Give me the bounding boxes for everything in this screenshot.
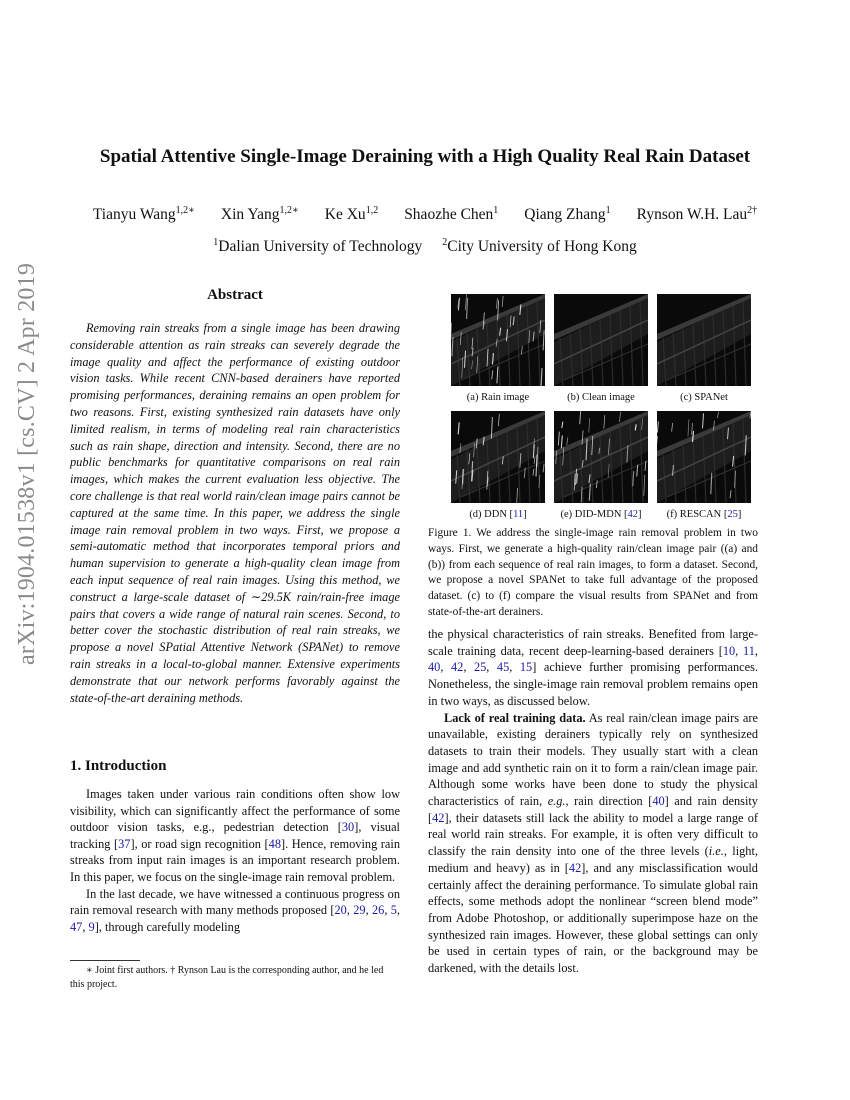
rescan-result-image (657, 411, 751, 503)
citation-link[interactable]: 11 (743, 643, 755, 658)
citation-link[interactable]: 42 (432, 810, 445, 825)
citation-link[interactable]: 25 (727, 509, 738, 520)
citation-link[interactable]: 47 (70, 919, 83, 934)
citation-link[interactable]: 40 (652, 794, 665, 809)
affiliation-list (40, 237, 810, 256)
figure-panel (657, 294, 751, 403)
paragraph: the physical characteristics of rain streaks. Benefited from large-scale training data, recent deep-learning-based derainers [10, 11, 40, 42, 25, 45, 15] achieve further promising performances. Nonetheless, the single-image rain removal problem remains open in two ways, as discussed below. (428, 627, 759, 708)
paragraph: Lack of real training data. As real rain/clean image pairs are unavailable, existing derainers typically rely on synthesized datasets to train their models. They usually start with a clean image and add synthetic rain on it to form a rain/clean image pair. Although some works have been done to study the physical characteristics of rain, e.g., rain direction [40] and rain density [42], their datasets still lack the ability to model a large range of real world rain streaks. For example, it is often very difficult to classify the rain density into one of the three levels (i.e., light, medium and heavy) as in [42], and any misclassification would certainly affect the deraining performance. To simulate global rain effects, some methods adopt the nonlinear “screen blend mode” from Adobe Photoshop, or additionally superimpose haze on the synthesized rain images. However, these global settings can only be used in certain types of rain, or the background may be darkened, with the details lost. (428, 710, 758, 976)
citation-link[interactable]: 26 (372, 903, 385, 918)
abstract-heading: Abstract (207, 287, 263, 303)
panel-caption: (f) RESCAN [25] (666, 509, 742, 520)
figure-panel (451, 294, 545, 403)
author-list (40, 205, 810, 224)
author: Shaozhe Chen$^1$ (404, 205, 499, 223)
intro-paragraph-2: In the last decade, we have witnessed a continuous progress on rain removal research with many methods proposed [20, 29, 26, 5, 47, 9], through carefully modeling (70, 886, 401, 934)
citation-link[interactable]: 42 (627, 509, 639, 520)
paper-title: Spatial Attentive Single-Image Deraining with a High Quality Real Rain Dataset (99, 146, 751, 167)
abstract-text: Removing rain streaks from a single image has been drawing considerable attention as rain streaks can severely degrade the image quality and affect the performance of existing outdoor vision tasks. While recent CNN-based derainers have reported promising performances, deraining remains an open problem for two reasons. First, existing synthesized rain datasets have only limited realism, in terms of modeling real rain characteristics such as rain shape, direction and intensity. Second, there are no public benchmarks for quantitative comparisons on real rain images, which makes the current evaluation less objective. The core challenge is that real world rain/clean image pairs cannot be captured at the same time. In this paper, we address the single image rain removal problem in two ways. First, we propose a semi-automatic method that incorporates temporal priors and human supervision to generate a high-quality clean image from each input sequence of real rain images. Using this method, we construct a large-scale dataset of ∼29.5K rain/rain-free image pairs that covers a wide range of natural rain scenes. Second, to better cover the stochastic distribution of real rain streaks, we propose a novel SPatial Attentive Network (SPANet) to remove rain streaks in a local-to-global manner. Extensive experiments demonstrate that our network performs favorably against the state-of-the-art deraining methods. (70, 321, 400, 705)
panel-caption: (d) DDN [11] (469, 509, 527, 520)
figure-1 (428, 294, 758, 520)
citation-link[interactable]: 20 (334, 903, 347, 918)
footnote-rule (70, 960, 140, 961)
spanet-result-image (657, 294, 751, 386)
citation-link[interactable]: 48 (268, 836, 281, 851)
did-mdn-result-image (554, 411, 648, 503)
citation-link[interactable]: 45 (496, 660, 510, 675)
figure-panel (554, 411, 648, 520)
figure-panel (657, 411, 751, 520)
citation-link[interactable]: 25 (473, 660, 487, 675)
panel-caption: (a) Rain image (466, 392, 530, 403)
citation-link[interactable]: 11 (513, 509, 524, 520)
author: Ke Xu$^{1,2}$ (324, 205, 379, 223)
ddn-result-image (451, 411, 545, 503)
affiliation: $^2$City University of Hong Kong (442, 237, 637, 255)
figure-panel (554, 294, 648, 403)
citation-link[interactable]: 9 (88, 919, 95, 934)
citation-link[interactable]: 30 (341, 820, 355, 835)
paragraph-label: Lack of real training data. (444, 710, 586, 725)
introduction-body (70, 786, 400, 935)
panel-caption: (c) SPANet (680, 392, 728, 403)
citation-link[interactable]: 15 (519, 660, 533, 675)
citation-link[interactable]: 29 (353, 903, 366, 918)
citation-link[interactable]: 5 (390, 903, 397, 918)
citation-link[interactable]: 42 (568, 860, 582, 875)
footnote: ∗ Joint first authors. † Rynson Lau is the corresponding author, and he led this project. (70, 965, 384, 990)
citation-link[interactable]: 40 (428, 660, 441, 675)
right-column-body (428, 626, 758, 977)
arxiv-identifier-stamp: arXiv:1904.01538v1 [cs.CV] 2 Apr 2019 (14, 262, 40, 665)
author: Xin Yang$^{1,2∗}$ (220, 205, 299, 223)
introduction-heading: 1. Introduction (70, 758, 167, 774)
citation-link[interactable]: 42 (450, 660, 464, 675)
rain-image (451, 294, 545, 386)
panel-caption: (b) Clean image (567, 392, 635, 403)
citation-link[interactable]: 37 (118, 836, 131, 851)
citation-link[interactable]: 10 (722, 643, 736, 658)
figure-panel (451, 411, 545, 520)
figure-caption: Figure 1. We address the single-image rain removal problem in two ways. First, we generate a high-quality rain/clean image pair ((a) and (b)) from each sequence of real rain images, to form a dataset. Second, we propose a novel SPANet to take full advantage of the proposed dataset. (c) to (f) compare the visual results from SPANet and from state-of-the-art derainers. (428, 527, 758, 618)
clean-image (554, 294, 648, 386)
author: Tianyu Wang$^{1,2∗}$ (92, 205, 195, 223)
affiliation: $^1$Dalian University of Technology (213, 237, 423, 255)
panel-caption: (e) DID-MDN [42] (560, 509, 642, 520)
author: Qiang Zhang$^1$ (524, 205, 611, 223)
author: Rynson W.H. Lau$^{2\dagger}$ (636, 205, 758, 223)
intro-paragraph-1: Images taken under various rain conditions often show low visibility, which can significantly affect the performance of some outdoor vision tasks, e.g., pedestrian detection [30], visual tracking [37], or road sign recognition [48]. Hence, removing rain streaks from input rain images is an important research problem. In this paper, we focus on the single-image rain removal problem. (70, 787, 400, 884)
